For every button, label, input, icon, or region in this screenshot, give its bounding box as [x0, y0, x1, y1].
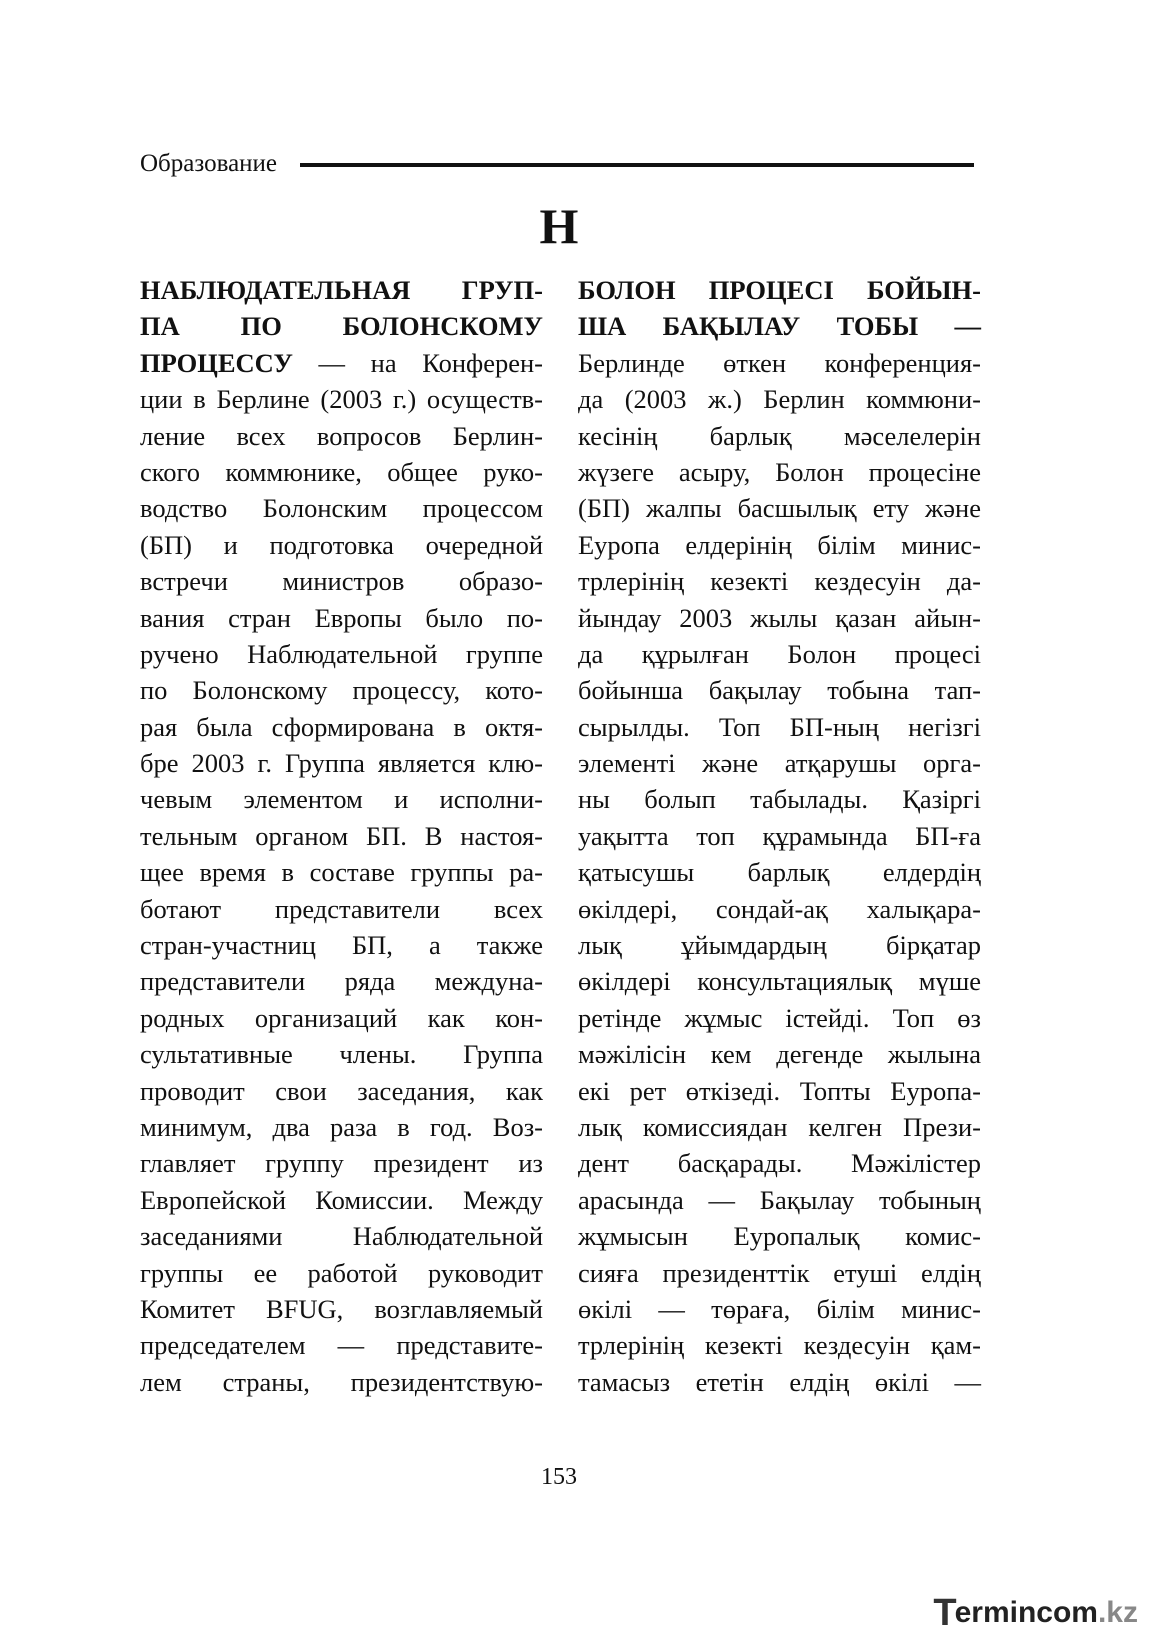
- body-text: жүзеге асыру, Болон процесіне: [578, 456, 981, 487]
- body-text: сультативные члены. Группа: [140, 1039, 543, 1070]
- text-line: [140, 272, 543, 308]
- text-line: [140, 636, 543, 672]
- body-text: мәжілісін кем дегенде жылына: [578, 1039, 981, 1070]
- body-text: представители ряда междуна-: [140, 966, 543, 997]
- watermark-name: ermincom: [954, 1596, 1098, 1629]
- body-text: ского коммюнике, общее руко-: [140, 456, 543, 487]
- body-text: минимум, два раза в год. Воз-: [140, 1111, 543, 1142]
- page-number: 153: [541, 1464, 577, 1490]
- body-text: ретінде жұмыс істейді. Топ өз: [578, 1002, 981, 1033]
- text-line: [140, 1073, 543, 1109]
- text-line: [140, 745, 543, 781]
- body-text: водство Болонским процессом: [140, 493, 543, 524]
- body-text: сырылды. Топ БП-ның негізгі: [578, 711, 981, 742]
- text-line: [578, 636, 981, 672]
- body-text: екі рет өткізеді. Топты Еуропа-: [578, 1075, 981, 1106]
- text-line: [578, 345, 981, 381]
- body-text: қатысушы барлық елдердің: [578, 857, 981, 888]
- body-text: бре 2003 г. Группа является клю-: [140, 748, 543, 779]
- body-text: ление всех вопросов Берлин-: [140, 420, 543, 451]
- text-line: [140, 418, 543, 454]
- body-text: бойынша бақылау тобына тап-: [578, 675, 981, 706]
- text-line: [140, 891, 543, 927]
- text-line: [578, 854, 981, 890]
- term-heading: ПА ПО БОЛОНСКОМУ: [140, 311, 543, 342]
- body-text: да (2003 ж.) Берлин коммюни-: [578, 384, 981, 415]
- text-line: [140, 1364, 543, 1400]
- text-line: [578, 927, 981, 963]
- text-line: [578, 490, 981, 526]
- body-text: — на Конферен-: [292, 347, 543, 378]
- body-text: Европейской Комиссии. Между: [140, 1184, 543, 1215]
- text-line: [578, 781, 981, 817]
- body-text: уақытта топ құрамында БП-ға: [578, 820, 981, 851]
- text-line: [140, 818, 543, 854]
- text-line: [140, 490, 543, 526]
- text-line: [578, 1109, 981, 1145]
- body-text: встречи министров образо-: [140, 566, 543, 597]
- body-text: щее время в составе группы ра-: [140, 857, 543, 888]
- text-line: [140, 1255, 543, 1291]
- body-text: ботают представители всех: [140, 893, 543, 924]
- text-line: [140, 381, 543, 417]
- text-line: [140, 345, 543, 381]
- text-line: [578, 891, 981, 927]
- text-line: [140, 527, 543, 563]
- body-text: рая была сформирована в октя-: [140, 711, 543, 742]
- body-text: да құрылған Болон процесі: [578, 638, 981, 669]
- body-text: сияға президенттік етуші елдің: [578, 1257, 981, 1288]
- text-line: [140, 308, 543, 344]
- text-line: [140, 781, 543, 817]
- text-line: [578, 818, 981, 854]
- body-text: ны болып табылады. Қазіргі: [578, 784, 981, 815]
- body-text: өкілдері, сондай-ақ халықара-: [578, 893, 981, 924]
- header-rule: [300, 163, 974, 167]
- text-line: [578, 1036, 981, 1072]
- text-line: [578, 1255, 981, 1291]
- body-text: Еуропа елдерінің білім минис-: [578, 529, 981, 560]
- text-line: [140, 963, 543, 999]
- body-text: Берлинде өткен конференция-: [578, 347, 981, 378]
- body-text: (БП) и подготовка очередной: [140, 529, 543, 560]
- text-line: [140, 1145, 543, 1181]
- text-line: [578, 672, 981, 708]
- body-text: (БП) жалпы басшылық ету және: [578, 493, 981, 524]
- body-text: Комитет BFUG, возглавляемый: [140, 1293, 543, 1324]
- body-text: ручено Наблюдательной группе: [140, 638, 543, 669]
- text-line: [578, 1073, 981, 1109]
- body-text: родных организаций как кон-: [140, 1002, 543, 1033]
- text-line: [140, 927, 543, 963]
- text-line: [140, 1218, 543, 1254]
- body-text: по Болонскому процессу, кото-: [140, 675, 543, 706]
- body-text: проводит свои заседания, как: [140, 1075, 543, 1106]
- body-text: стран-участниц БП, а также: [140, 930, 543, 961]
- text-line: [140, 1291, 543, 1327]
- body-text: жұмысын Еуропалық комис-: [578, 1221, 981, 1252]
- text-line: [140, 454, 543, 490]
- body-text: арасында — Бақылау тобының: [578, 1184, 981, 1215]
- text-line: [578, 563, 981, 599]
- text-line: [578, 527, 981, 563]
- text-line: [578, 1145, 981, 1181]
- text-line: [578, 1364, 981, 1400]
- text-line: [578, 745, 981, 781]
- text-line: [140, 672, 543, 708]
- text-line: [578, 1218, 981, 1254]
- body-text: группы ее работой руководит: [140, 1257, 543, 1288]
- text-line: [578, 454, 981, 490]
- kazakh-entry-column: [578, 272, 981, 1400]
- text-line: [578, 418, 981, 454]
- site-watermark-logo: [933, 1591, 1138, 1634]
- russian-entry-column: [140, 272, 543, 1400]
- text-line: [578, 963, 981, 999]
- term-heading: ПРОЦЕССУ: [140, 347, 293, 378]
- body-text: элементі және атқарушы орга-: [578, 748, 981, 779]
- text-line: [140, 1036, 543, 1072]
- term-heading: НАБЛЮДАТЕЛЬНАЯ ГРУП-: [140, 275, 543, 305]
- term-heading: ША БАҚЫЛАУ ТОБЫ —: [578, 311, 981, 342]
- body-text: трлерінің кезекті кездесуін қам-: [578, 1330, 981, 1361]
- text-line: [578, 1291, 981, 1327]
- text-line: [140, 1182, 543, 1218]
- running-header: [140, 144, 974, 184]
- text-line: [578, 1182, 981, 1218]
- body-text: өкілдері консультациялық мүше: [578, 966, 981, 997]
- section-letter: Н: [539, 198, 579, 254]
- text-line: [578, 600, 981, 636]
- body-text: лем страны, президентствую-: [140, 1366, 543, 1397]
- watermark-initial: T: [933, 1591, 957, 1634]
- body-text: заседаниями Наблюдательной: [140, 1221, 543, 1252]
- body-text: председателем — представите-: [140, 1330, 543, 1361]
- body-text: чевым элементом и исполни-: [140, 784, 543, 815]
- text-line: [578, 709, 981, 745]
- body-text: лық ұйымдардың бірқатар: [578, 930, 981, 961]
- body-text: лық комиссиядан келген Прези-: [578, 1111, 981, 1142]
- body-text: тельным органом БП. В настоя-: [140, 820, 543, 851]
- body-text: йындау 2003 жылы қазан айын-: [578, 602, 981, 633]
- text-line: [578, 1327, 981, 1363]
- text-line: [140, 563, 543, 599]
- term-heading: БОЛОН ПРОЦЕСІ БОЙЫН-: [578, 275, 981, 305]
- text-line: [140, 854, 543, 890]
- text-line: [578, 381, 981, 417]
- section-title: Образование: [140, 150, 278, 177]
- body-text: ции в Берлине (2003 г.) осуществ-: [140, 384, 543, 415]
- text-line: [578, 308, 981, 344]
- body-text: тамасыз ететін елдің өкілі —: [578, 1366, 981, 1397]
- body-text: главляет группу президент из: [140, 1148, 543, 1179]
- text-line: [140, 1109, 543, 1145]
- watermark-domain: .kz: [1097, 1596, 1138, 1629]
- text-line: [140, 709, 543, 745]
- text-line: [140, 600, 543, 636]
- text-line: [140, 1000, 543, 1036]
- body-text: вания стран Европы было по-: [140, 602, 543, 633]
- body-text: өкілі — төраға, білім минис-: [578, 1293, 981, 1324]
- body-text: трлерінің кезекті кездесуін да-: [578, 566, 981, 597]
- text-line: [578, 1000, 981, 1036]
- text-line: [140, 1327, 543, 1363]
- body-text: дент басқарады. Мәжілістер: [578, 1148, 981, 1179]
- body-text: кесінің барлық мәселелерін: [578, 420, 981, 451]
- text-line: [578, 272, 981, 308]
